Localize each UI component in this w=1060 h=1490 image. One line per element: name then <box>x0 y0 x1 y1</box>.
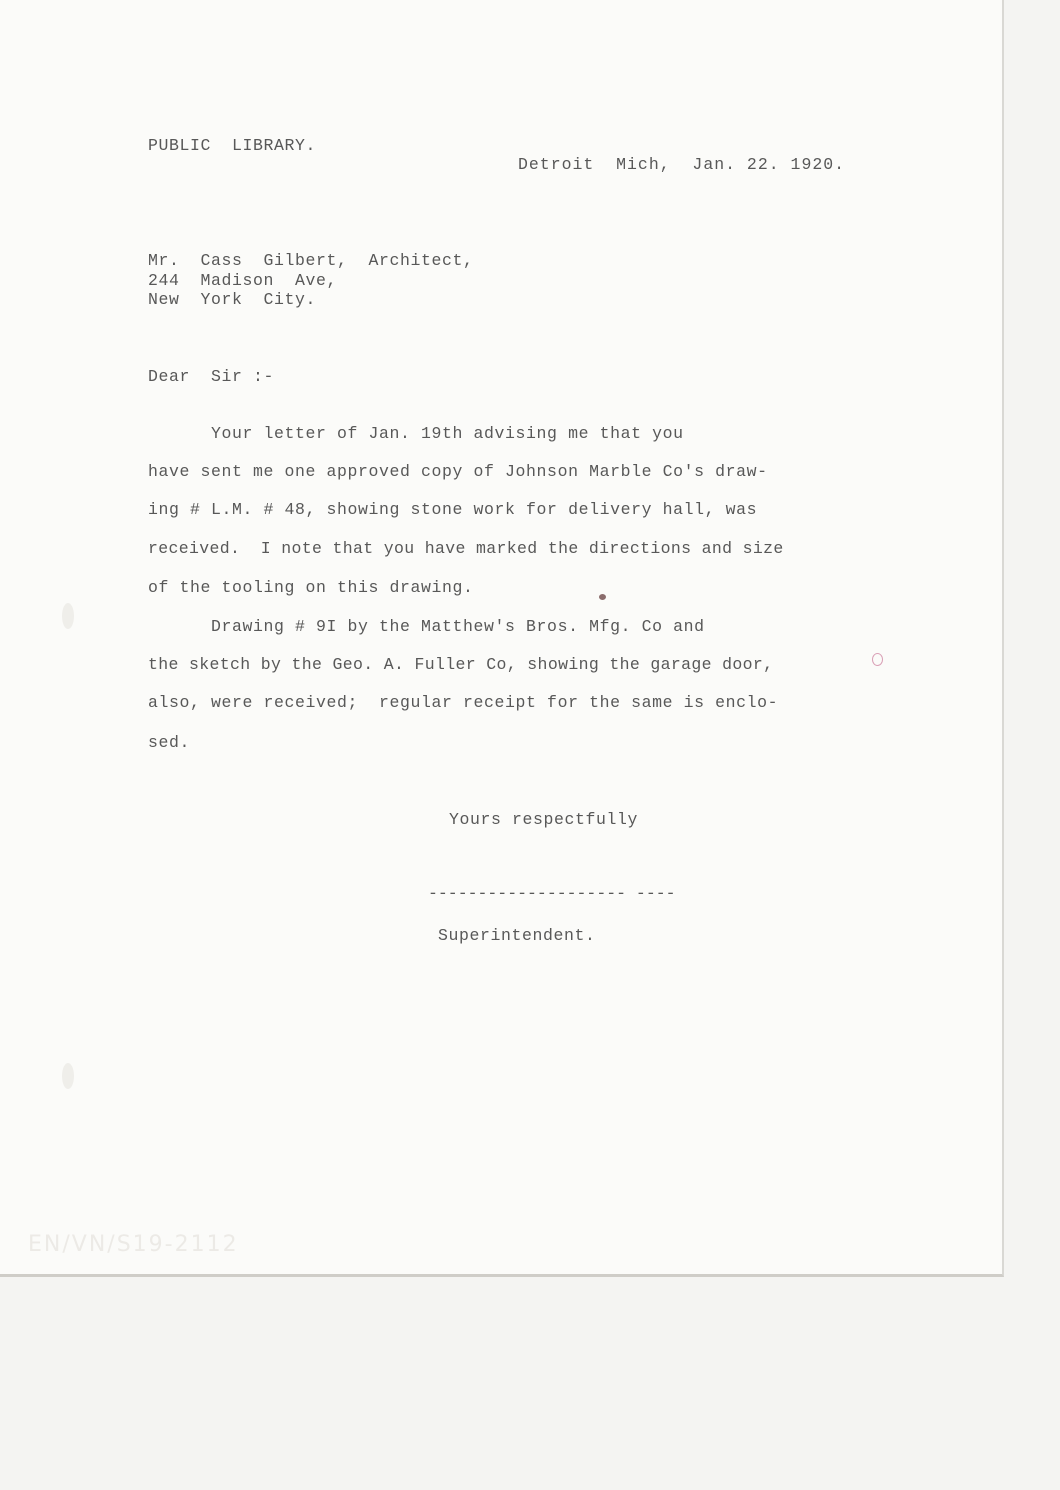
punch-hole-mark <box>62 603 74 629</box>
body-line: of the tooling on this drawing. <box>148 578 474 597</box>
archive-stamp: EN/VN/S19-2112 <box>28 1232 239 1257</box>
address-line: Mr. Cass Gilbert, Architect, <box>148 251 474 270</box>
letterhead: PUBLIC LIBRARY. <box>148 136 317 155</box>
ink-mark <box>599 594 606 600</box>
body-line: the sketch by the Geo. A. Fuller Co, showing the garage door, <box>148 655 774 674</box>
body-line: Drawing # 9I by the Matthew's Bros. Mfg. Co and <box>148 617 705 636</box>
salutation: Dear Sir :- <box>148 367 275 386</box>
address-line: 244 Madison Ave, <box>148 271 338 290</box>
pencil-circle-mark <box>872 653 883 666</box>
body-line: ing # L.M. # 48, showing stone work for delivery hall, was <box>148 500 758 519</box>
body-line: received. I note that you have marked the directions and size <box>148 539 784 558</box>
punch-hole-mark <box>62 1063 74 1089</box>
closing: Yours respectfully <box>449 810 639 829</box>
signature-line: -------------------- ---- <box>428 884 676 903</box>
address-line: New York City. <box>148 290 317 309</box>
body-line: sed. <box>148 733 191 752</box>
place-date: Detroit Mich, Jan. 22. 1920. <box>518 155 846 174</box>
body-line: have sent me one approved copy of Johnson Marble Co's draw- <box>148 462 768 481</box>
signature-title: Superintendent. <box>438 926 596 945</box>
body-line: also, were received; regular receipt for the same is enclo- <box>148 693 779 712</box>
body-line: Your letter of Jan. 19th advising me that you <box>148 424 684 443</box>
